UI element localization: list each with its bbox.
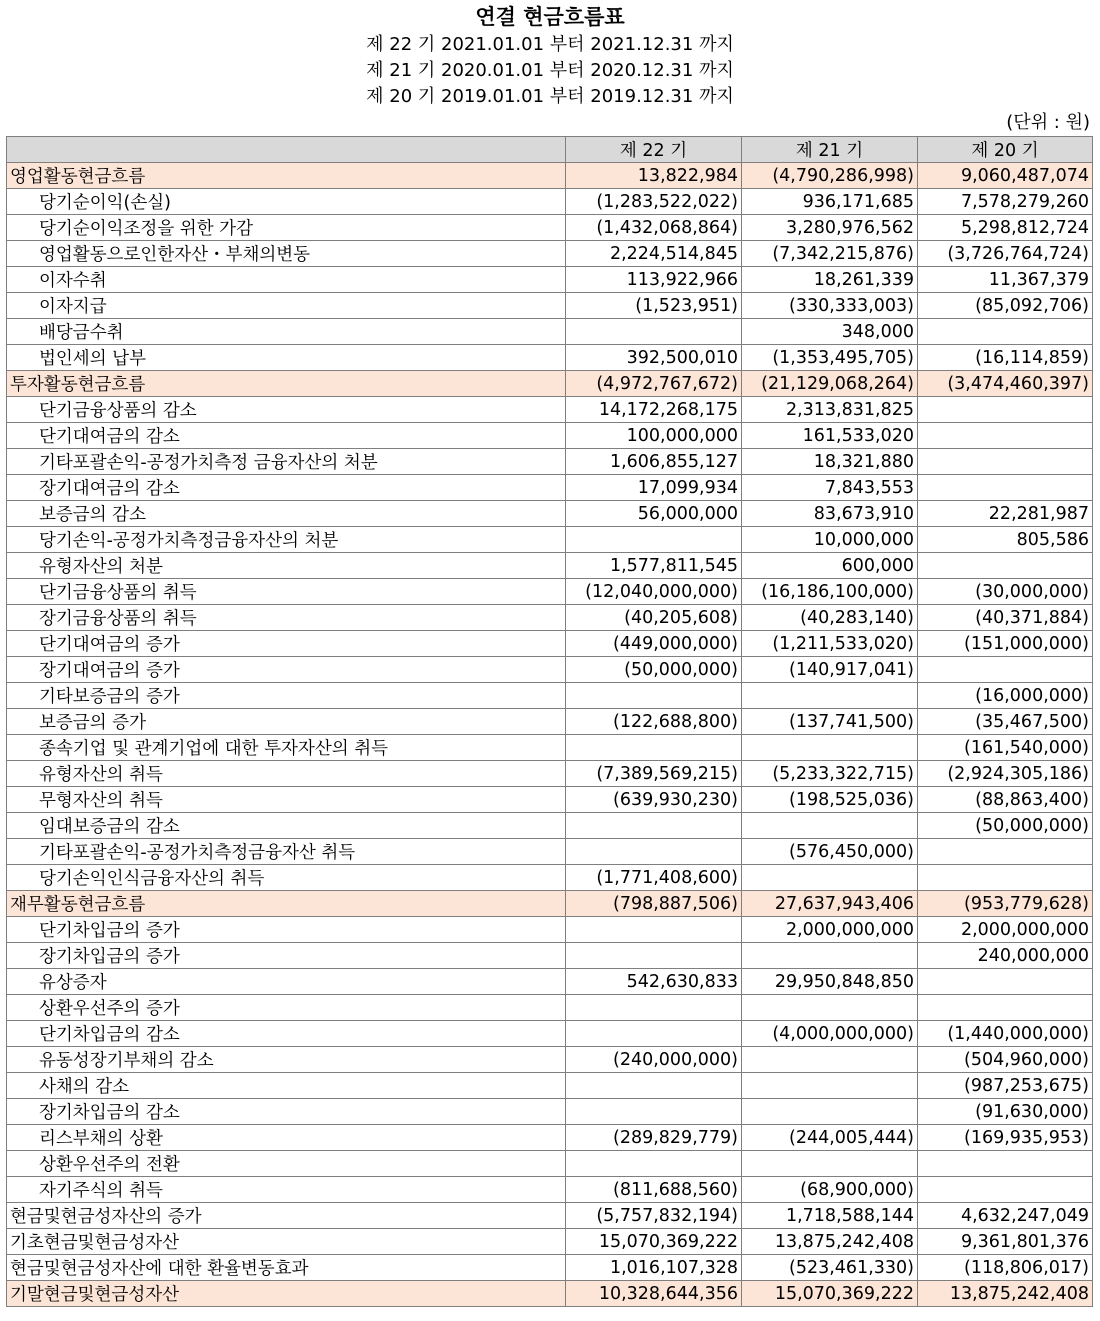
row-label: 단기차입금의 증가 [7,917,566,943]
value-cell: (151,000,000) [918,631,1093,657]
value-cell: (68,900,000) [742,1177,918,1203]
value-cell: (1,432,068,864) [566,215,742,241]
value-cell: 240,000,000 [918,943,1093,969]
value-cell: 4,632,247,049 [918,1203,1093,1229]
value-cell: 542,630,833 [566,969,742,995]
row-label: 사채의 감소 [7,1073,566,1099]
table-row [7,1177,1093,1203]
row-label: 단기대여금의 증가 [7,631,566,657]
value-cell: 1,606,855,127 [566,449,742,475]
value-cell: (137,741,500) [742,709,918,735]
value-cell: (523,461,330) [742,1255,918,1281]
row-label: 임대보증금의 감소 [7,813,566,839]
table-row [7,579,1093,605]
row-label: 장기차입금의 증가 [7,943,566,969]
value-cell: (4,790,286,998) [742,163,918,189]
table-row [7,1203,1093,1229]
value-cell: (1,771,408,600) [566,865,742,891]
table-row [7,761,1093,787]
table-row [7,267,1093,293]
value-cell [742,1151,918,1177]
value-cell [918,657,1093,683]
row-label: 투자활동현금흐름 [7,371,566,397]
table-row [7,865,1093,891]
value-cell: 14,172,268,175 [566,397,742,423]
period-line: 제 22 기 2021.01.01 부터 2021.12.31 까지 [366,34,734,55]
column-header: 제 22 기 [566,137,742,163]
value-cell: (798,887,506) [566,891,742,917]
value-cell [566,839,742,865]
table-row [7,1073,1093,1099]
value-cell: (639,930,230) [566,787,742,813]
row-label: 당기손익인식금융자산의 취득 [7,865,566,891]
row-label: 기타포괄손익-공정가치측정 금융자산의 처분 [7,449,566,475]
table-row [7,891,1093,917]
value-cell [742,1073,918,1099]
value-cell: 83,673,910 [742,501,918,527]
row-label: 단기금융상품의 취득 [7,579,566,605]
value-cell: (16,114,859) [918,345,1093,371]
value-cell [566,1151,742,1177]
row-label: 상환우선주의 증가 [7,995,566,1021]
table-body [7,163,1093,1307]
table-row [7,1125,1093,1151]
value-cell [918,839,1093,865]
value-cell: (30,000,000) [918,579,1093,605]
value-cell [918,449,1093,475]
value-cell: 13,875,242,408 [742,1229,918,1255]
value-cell: 10,000,000 [742,527,918,553]
row-label: 당기순이익조정을 위한 가감 [7,215,566,241]
value-cell: (1,353,495,705) [742,345,918,371]
value-cell: (16,000,000) [918,683,1093,709]
table-row [7,969,1093,995]
value-cell: (21,129,068,264) [742,371,918,397]
row-label: 장기대여금의 증가 [7,657,566,683]
row-label: 배당금수취 [7,319,566,345]
table-header-row [7,137,1093,163]
table-row [7,605,1093,631]
value-cell: 15,070,369,222 [566,1229,742,1255]
row-label: 장기금융상품의 취득 [7,605,566,631]
value-cell: (50,000,000) [918,813,1093,839]
value-cell: 2,313,831,825 [742,397,918,423]
table-row [7,943,1093,969]
column-header: 제 21 기 [742,137,918,163]
value-cell: 1,718,588,144 [742,1203,918,1229]
table-row [7,1281,1093,1307]
value-cell: (5,757,832,194) [566,1203,742,1229]
period-line: 제 20 기 2019.01.01 부터 2019.12.31 까지 [366,86,734,107]
value-cell: 17,099,934 [566,475,742,501]
value-cell: 13,875,242,408 [918,1281,1093,1307]
value-cell: 10,328,644,356 [566,1281,742,1307]
value-cell: 100,000,000 [566,423,742,449]
value-cell: (122,688,800) [566,709,742,735]
table-row [7,345,1093,371]
value-cell [566,943,742,969]
value-cell [918,995,1093,1021]
value-cell: 2,000,000,000 [742,917,918,943]
table-row [7,995,1093,1021]
row-label: 기타보증금의 증가 [7,683,566,709]
row-label: 영업활동현금흐름 [7,163,566,189]
value-cell: (85,092,706) [918,293,1093,319]
value-cell: 13,822,984 [566,163,742,189]
value-cell [742,1099,918,1125]
row-label: 기말현금및현금성자산 [7,1281,566,1307]
value-cell: 1,577,811,545 [566,553,742,579]
value-cell [918,1151,1093,1177]
row-label: 종속기업 및 관계기업에 대한 투자자산의 취득 [7,735,566,761]
value-cell: 936,171,685 [742,189,918,215]
table-row [7,241,1093,267]
value-cell: (40,283,140) [742,605,918,631]
table-row [7,735,1093,761]
value-cell [742,683,918,709]
row-label: 보증금의 증가 [7,709,566,735]
value-cell: (1,211,533,020) [742,631,918,657]
row-label: 유동성장기부채의 감소 [7,1047,566,1073]
value-cell: 5,298,812,724 [918,215,1093,241]
value-cell: (4,000,000,000) [742,1021,918,1047]
row-label: 기초현금및현금성자산 [7,1229,566,1255]
value-cell: 1,016,107,328 [566,1255,742,1281]
value-cell [566,813,742,839]
row-label: 장기대여금의 감소 [7,475,566,501]
value-cell [918,969,1093,995]
value-cell [742,1047,918,1073]
row-label: 단기금융상품의 감소 [7,397,566,423]
value-cell [918,319,1093,345]
row-label: 자기주식의 취득 [7,1177,566,1203]
value-cell [742,943,918,969]
value-cell: 392,500,010 [566,345,742,371]
row-label: 기타포괄손익-공정가치측정금융자산 취득 [7,839,566,865]
table-row [7,1229,1093,1255]
row-label: 이자지급 [7,293,566,319]
value-cell: 22,281,987 [918,501,1093,527]
value-cell: (1,523,951) [566,293,742,319]
table-row [7,839,1093,865]
table-row [7,787,1093,813]
period-line: 제 21 기 2020.01.01 부터 2020.12.31 까지 [366,60,734,81]
row-label: 당기손익-공정가치측정금융자산의 처분 [7,527,566,553]
value-cell [742,735,918,761]
table-row [7,371,1093,397]
value-cell [566,917,742,943]
value-cell: (289,829,779) [566,1125,742,1151]
row-label: 단기차입금의 감소 [7,1021,566,1047]
value-cell: (330,333,003) [742,293,918,319]
value-cell: 113,922,966 [566,267,742,293]
value-cell: (3,726,764,724) [918,241,1093,267]
table-row [7,553,1093,579]
table-row [7,813,1093,839]
value-cell: 805,586 [918,527,1093,553]
row-label: 법인세의 납부 [7,345,566,371]
value-cell: (16,186,100,000) [742,579,918,605]
table-row [7,1047,1093,1073]
table-row [7,319,1093,345]
value-cell: 11,367,379 [918,267,1093,293]
table-row [7,449,1093,475]
row-label: 리스부채의 상환 [7,1125,566,1151]
value-cell: 56,000,000 [566,501,742,527]
row-label: 무형자산의 취득 [7,787,566,813]
value-cell [918,423,1093,449]
value-cell: (987,253,675) [918,1073,1093,1099]
table-row [7,917,1093,943]
table-row [7,215,1093,241]
row-label: 재무활동현금흐름 [7,891,566,917]
value-cell: (7,342,215,876) [742,241,918,267]
value-cell: (118,806,017) [918,1255,1093,1281]
value-cell: 9,060,487,074 [918,163,1093,189]
value-cell [566,1073,742,1099]
value-cell [566,1021,742,1047]
value-cell: (91,630,000) [918,1099,1093,1125]
value-cell: (3,474,460,397) [918,371,1093,397]
value-cell [566,1099,742,1125]
row-label: 상환우선주의 전환 [7,1151,566,1177]
row-label: 유상증자 [7,969,566,995]
value-cell: (953,779,628) [918,891,1093,917]
value-cell [742,995,918,1021]
column-header [7,137,566,163]
value-cell: (811,688,560) [566,1177,742,1203]
value-cell: 600,000 [742,553,918,579]
value-cell: 7,578,279,260 [918,189,1093,215]
row-label: 유형자산의 취득 [7,761,566,787]
table-row [7,657,1093,683]
cash-flow-table [6,136,1093,1307]
table-row [7,189,1093,215]
table-row [7,709,1093,735]
value-cell [742,865,918,891]
value-cell: 348,000 [742,319,918,345]
statement-title: 연결 현금흐름표 [475,4,625,29]
table-row [7,501,1093,527]
value-cell: (50,000,000) [566,657,742,683]
value-cell: 161,533,020 [742,423,918,449]
value-cell [566,995,742,1021]
table-row [7,475,1093,501]
row-label: 당기순이익(손실) [7,189,566,215]
value-cell: (244,005,444) [742,1125,918,1151]
value-cell: (7,389,569,215) [566,761,742,787]
row-label: 보증금의 감소 [7,501,566,527]
value-cell: (161,540,000) [918,735,1093,761]
value-cell: (35,467,500) [918,709,1093,735]
value-cell: (449,000,000) [566,631,742,657]
value-cell: 9,361,801,376 [918,1229,1093,1255]
row-label: 현금및현금성자산의 증가 [7,1203,566,1229]
value-cell: (576,450,000) [742,839,918,865]
value-cell: (198,525,036) [742,787,918,813]
row-label: 유형자산의 처분 [7,553,566,579]
table-row [7,631,1093,657]
value-cell: 2,224,514,845 [566,241,742,267]
row-label: 단기대여금의 감소 [7,423,566,449]
value-cell [918,865,1093,891]
value-cell: (40,205,608) [566,605,742,631]
value-cell [918,553,1093,579]
value-cell: (240,000,000) [566,1047,742,1073]
table-row [7,1255,1093,1281]
table-row [7,423,1093,449]
value-cell [566,683,742,709]
table-row [7,163,1093,189]
value-cell: (5,233,322,715) [742,761,918,787]
value-cell: (1,440,000,000) [918,1021,1093,1047]
value-cell: (2,924,305,186) [918,761,1093,787]
value-cell: 18,321,880 [742,449,918,475]
row-label: 현금및현금성자산에 대한 환율변동효과 [7,1255,566,1281]
value-cell [566,527,742,553]
value-cell: 29,950,848,850 [742,969,918,995]
value-cell [918,397,1093,423]
table-row [7,1151,1093,1177]
column-header: 제 20 기 [918,137,1093,163]
value-cell [742,813,918,839]
value-cell: (504,960,000) [918,1047,1093,1073]
row-label: 이자수취 [7,267,566,293]
value-cell [918,475,1093,501]
value-cell [566,735,742,761]
table-row [7,1099,1093,1125]
unit-label: (단위 : 원) [1006,112,1090,133]
value-cell: 18,261,339 [742,267,918,293]
value-cell: (4,972,767,672) [566,371,742,397]
table-row [7,293,1093,319]
value-cell: (12,040,000,000) [566,579,742,605]
table-row [7,527,1093,553]
value-cell: (1,283,522,022) [566,189,742,215]
value-cell: 7,843,553 [742,475,918,501]
value-cell: 15,070,369,222 [742,1281,918,1307]
value-cell: 27,637,943,406 [742,891,918,917]
value-cell: 2,000,000,000 [918,917,1093,943]
row-label: 장기차입금의 감소 [7,1099,566,1125]
table-row [7,397,1093,423]
value-cell: (40,371,884) [918,605,1093,631]
value-cell [918,1177,1093,1203]
value-cell: 3,280,976,562 [742,215,918,241]
row-label: 영업활동으로인한자산・부채의변동 [7,241,566,267]
value-cell: (169,935,953) [918,1125,1093,1151]
value-cell: (140,917,041) [742,657,918,683]
table-row [7,1021,1093,1047]
value-cell [566,319,742,345]
value-cell: (88,863,400) [918,787,1093,813]
table-row [7,683,1093,709]
